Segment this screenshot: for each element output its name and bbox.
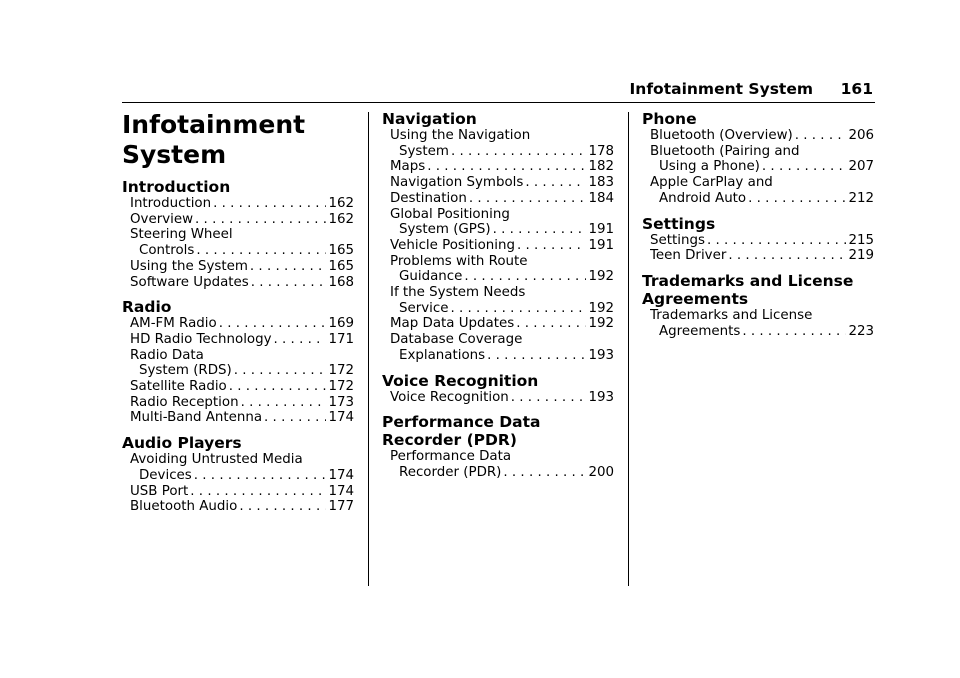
toc-column-1 <box>122 110 354 515</box>
toc-entry[interactable]: Avoiding Untrusted Media Devices . . . 174 <box>130 452 354 483</box>
entry-page-number: 212 <box>848 190 874 206</box>
toc-entry[interactable] <box>130 316 354 332</box>
section-heading: Performance Data Recorder (PDR) <box>382 413 541 450</box>
entry-page-number: 207 <box>848 159 874 175</box>
entry-page-number: 191 <box>588 237 614 253</box>
entry-page-number: 223 <box>848 323 874 339</box>
entry-page-number: 191 <box>588 222 614 238</box>
dot-leader <box>464 269 586 285</box>
toc-entry[interactable] <box>130 484 354 500</box>
entry-title: Satellite Radio <box>130 379 227 395</box>
entry-page-number: 193 <box>588 389 614 405</box>
entry-title: Multi-Band Antenna <box>130 410 263 426</box>
section-heading: Radio <box>122 298 172 317</box>
dot-leader <box>795 128 847 144</box>
entry-title: Settings <box>650 232 705 248</box>
toc-entry[interactable] <box>650 233 874 249</box>
entry-page-number: 174 <box>328 410 354 426</box>
dot-leader <box>196 243 326 259</box>
section-heading: Trademarks and License Agreements <box>642 271 854 308</box>
entry-page-number: 206 <box>848 128 874 143</box>
entry-page-number: 182 <box>588 159 614 175</box>
toc-entry[interactable] <box>130 499 354 515</box>
entry-page-number: 178 <box>588 143 614 159</box>
toc-entry[interactable] <box>390 175 614 191</box>
column-divider <box>368 112 369 586</box>
entry-title: System <box>399 143 449 159</box>
toc-entry[interactable]: Global Positioning System (GPS) . . . 191 <box>390 207 614 238</box>
entry-title: Map Data Updates <box>390 316 515 332</box>
entry-title: Voice Recognition <box>390 389 509 405</box>
entry-page-number: 219 <box>848 248 874 264</box>
dot-leader <box>503 465 586 481</box>
entry-page-number: 174 <box>328 467 354 483</box>
dot-leader <box>195 212 326 228</box>
entry-title: HD Radio Technology <box>130 331 272 347</box>
entry-title: Recorder (PDR) <box>399 464 502 480</box>
entry-title: Maps <box>390 159 426 175</box>
entry-title: Destination <box>390 190 467 206</box>
toc-entry[interactable] <box>390 390 614 406</box>
entry-title: Devices <box>139 467 192 483</box>
dot-leader <box>229 379 327 395</box>
toc-entry[interactable] <box>650 248 874 264</box>
toc-entry[interactable]: Database Coverage Explanations . . . 193 <box>390 332 614 363</box>
toc-entry[interactable] <box>130 212 354 228</box>
dot-leader <box>213 196 326 212</box>
entry-page-number: 169 <box>328 316 354 332</box>
column-divider <box>628 112 629 586</box>
dot-leader <box>728 248 846 264</box>
toc-entry[interactable]: If the System Needs Service . . . 192 <box>390 285 614 316</box>
section-heading: Introduction <box>122 178 231 196</box>
dot-leader <box>250 259 327 275</box>
dot-leader <box>748 191 846 207</box>
chapter-title: Infotainment System <box>122 110 306 169</box>
entry-page-number: 162 <box>328 196 354 211</box>
section-heading: Navigation <box>382 110 477 128</box>
toc-entry[interactable] <box>130 275 354 291</box>
section-heading: Phone <box>642 110 697 128</box>
entry-page-number: 192 <box>588 269 614 285</box>
dot-leader <box>525 175 586 191</box>
entry-title: Controls <box>139 243 195 259</box>
toc-entry[interactable]: Bluetooth (Pairing and Using a Phone) . . . 207 <box>650 144 874 175</box>
dot-leader <box>427 159 586 175</box>
entry-page-number: 168 <box>328 274 354 290</box>
page-number: 161 <box>840 80 873 98</box>
entry-page-number: 165 <box>328 243 354 259</box>
toc-entry[interactable] <box>390 191 614 207</box>
toc-entry[interactable] <box>130 379 354 395</box>
entry-page-number: 215 <box>848 232 874 248</box>
col-body <box>122 178 354 515</box>
col-body <box>382 110 614 481</box>
running-header <box>122 80 875 103</box>
toc-entry[interactable]: Problems with Route Guidance . . . 192 <box>390 254 614 285</box>
toc-column-2 <box>382 110 614 481</box>
entry-page-number: 171 <box>328 331 354 347</box>
dot-leader <box>219 316 327 332</box>
entry-title: System (RDS) <box>139 363 232 379</box>
entry-title: Vehicle Positioning <box>390 237 515 253</box>
entry-page-number: 177 <box>328 499 354 515</box>
entry-title: Using a Phone) <box>659 159 760 175</box>
entry-title: USB Port <box>130 483 189 499</box>
toc-entry[interactable] <box>130 395 354 411</box>
dot-leader <box>487 348 586 364</box>
entry-page-number: 165 <box>328 258 354 274</box>
dot-leader <box>469 191 587 207</box>
entry-page-number: 172 <box>328 379 354 395</box>
entry-title: System (GPS) <box>399 222 491 238</box>
section-heading: Audio Players <box>122 434 242 453</box>
toc-entry[interactable] <box>130 259 354 275</box>
toc-entry[interactable]: Trademarks and License Agreements . . . 223 <box>650 308 874 339</box>
entry-page-number: 183 <box>588 175 614 191</box>
entry-title: Using the System <box>130 258 248 274</box>
entry-title: Navigation Symbols <box>390 175 524 191</box>
entry-title: Service <box>399 300 449 316</box>
entry-title: Agreements <box>659 323 741 339</box>
header-section-title: Infotainment System <box>629 80 813 98</box>
entry-page-number: 172 <box>328 363 354 379</box>
toc-entry[interactable] <box>390 159 614 175</box>
entry-page-number: 174 <box>328 483 354 499</box>
dot-leader <box>517 238 586 254</box>
dot-leader <box>516 316 586 332</box>
entry-page-number: 200 <box>588 464 614 480</box>
toc-entry[interactable]: Apple CarPlay and Android Auto . . . 212 <box>650 175 874 206</box>
toc-entry[interactable] <box>130 410 354 426</box>
toc-entry[interactable]: Using the Navigation System . . . 178 <box>390 128 614 159</box>
dot-leader <box>274 332 327 348</box>
dot-leader <box>762 159 847 175</box>
toc-entry[interactable] <box>130 196 354 212</box>
entry-title: Android Auto <box>659 190 747 206</box>
entry-page-number: 192 <box>588 316 614 332</box>
toc-entry[interactable] <box>650 128 874 144</box>
entry-title: Overview <box>130 211 194 227</box>
entry-page-number: 192 <box>588 300 614 316</box>
dot-leader <box>451 301 587 317</box>
entry-title: Teen Driver <box>650 248 727 264</box>
toc-entry[interactable] <box>390 316 614 332</box>
dot-leader <box>493 222 587 238</box>
col-body <box>642 110 874 339</box>
section-heading: Settings <box>642 214 716 233</box>
dot-leader <box>511 390 587 406</box>
entry-page-number: 162 <box>328 211 354 227</box>
section-heading: Voice Recognition <box>382 371 539 390</box>
dot-leader <box>241 395 327 411</box>
entry-title: Explanations <box>399 347 486 363</box>
toc-entry[interactable] <box>130 332 354 348</box>
toc-entry[interactable]: Performance Data Recorder (PDR) . . . 200 <box>390 449 614 480</box>
dot-leader <box>264 410 326 426</box>
toc-entry[interactable] <box>390 238 614 254</box>
dot-leader <box>707 233 847 249</box>
dot-leader <box>190 484 326 500</box>
dot-leader <box>234 363 327 379</box>
entry-page-number: 173 <box>328 394 354 410</box>
toc-column-3 <box>642 110 874 339</box>
dot-leader <box>251 275 327 291</box>
entry-title: Bluetooth (Overview) <box>650 128 793 143</box>
entry-title: Guidance <box>399 269 463 285</box>
entry-title: Bluetooth Audio <box>130 499 238 515</box>
dot-leader <box>239 499 326 515</box>
dot-leader <box>194 468 327 484</box>
entry-title: Introduction <box>130 196 212 211</box>
toc-entry[interactable]: Steering Wheel Controls . . . 165 <box>130 227 354 258</box>
entry-page-number: 184 <box>588 190 614 206</box>
dot-leader <box>742 324 846 340</box>
dot-leader <box>451 144 587 160</box>
entry-title: Radio Reception <box>130 394 239 410</box>
entry-title: Software Updates <box>130 274 249 290</box>
entry-page-number: 193 <box>588 347 614 363</box>
entry-title: AM-FM Radio <box>130 316 217 332</box>
toc-entry[interactable]: Radio Data System (RDS) . . . 172 <box>130 348 354 379</box>
